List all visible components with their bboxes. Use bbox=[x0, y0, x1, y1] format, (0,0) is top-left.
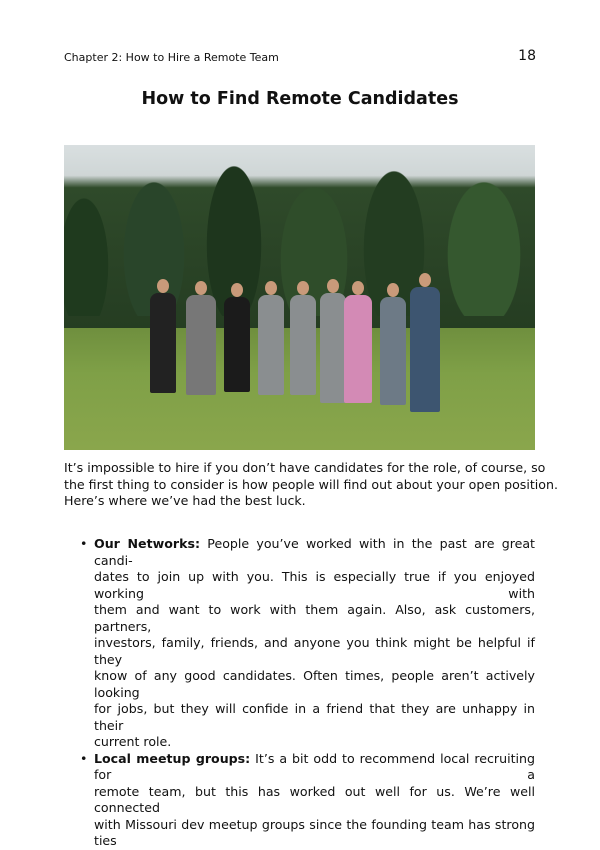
section-title: How to Find Remote Candidates bbox=[141, 89, 459, 109]
intro-paragraph bbox=[64, 460, 558, 510]
text-line: It’s impossible to hire if you don’t have candidates for the role, of course, so bbox=[64, 460, 546, 475]
page-number: 18 bbox=[518, 48, 536, 64]
bullet-icon: • bbox=[80, 750, 88, 766]
text-line: Here’s where we’ve had the best luck. bbox=[64, 493, 306, 508]
text-line: remote team, but this has worked out well for us. We’re well connected bbox=[94, 783, 535, 815]
item-label: Local meetup groups: bbox=[94, 750, 251, 766]
team-photo bbox=[64, 145, 535, 450]
bullet-icon: • bbox=[80, 536, 88, 551]
item-label: Our Networks: bbox=[94, 536, 201, 551]
text-line: with Missouri dev meetup groups since the founding team has strong ties bbox=[94, 816, 535, 848]
text-line: dates to join up with you. This is especially true if you enjoyed working with bbox=[94, 569, 535, 601]
list-item bbox=[80, 751, 535, 850]
chapter-title: Chapter 2: How to Hire a Remote Team bbox=[64, 51, 279, 64]
text-line: for jobs, but they will confide in a friend that they are unhappy in their bbox=[94, 701, 535, 733]
running-header bbox=[64, 50, 536, 66]
list-item bbox=[80, 536, 535, 751]
text-line: the first thing to consider is how people will find out about your open position. bbox=[64, 476, 558, 492]
text-line: It’s a bit odd to recommend local recruiting for a bbox=[94, 750, 536, 782]
text-line: them and want to work with them again. Also, ask customers, partners, bbox=[94, 602, 535, 634]
text-line: know of any good candidates. Often times, people aren’t actively looking bbox=[94, 668, 535, 700]
text-line: current role. bbox=[94, 734, 172, 749]
text-line: People you’ve worked with in the past are great candi- bbox=[94, 536, 535, 568]
bullet-list bbox=[80, 536, 535, 850]
text-line: investors, family, friends, and anyone you think might be helpful if they bbox=[94, 635, 535, 667]
